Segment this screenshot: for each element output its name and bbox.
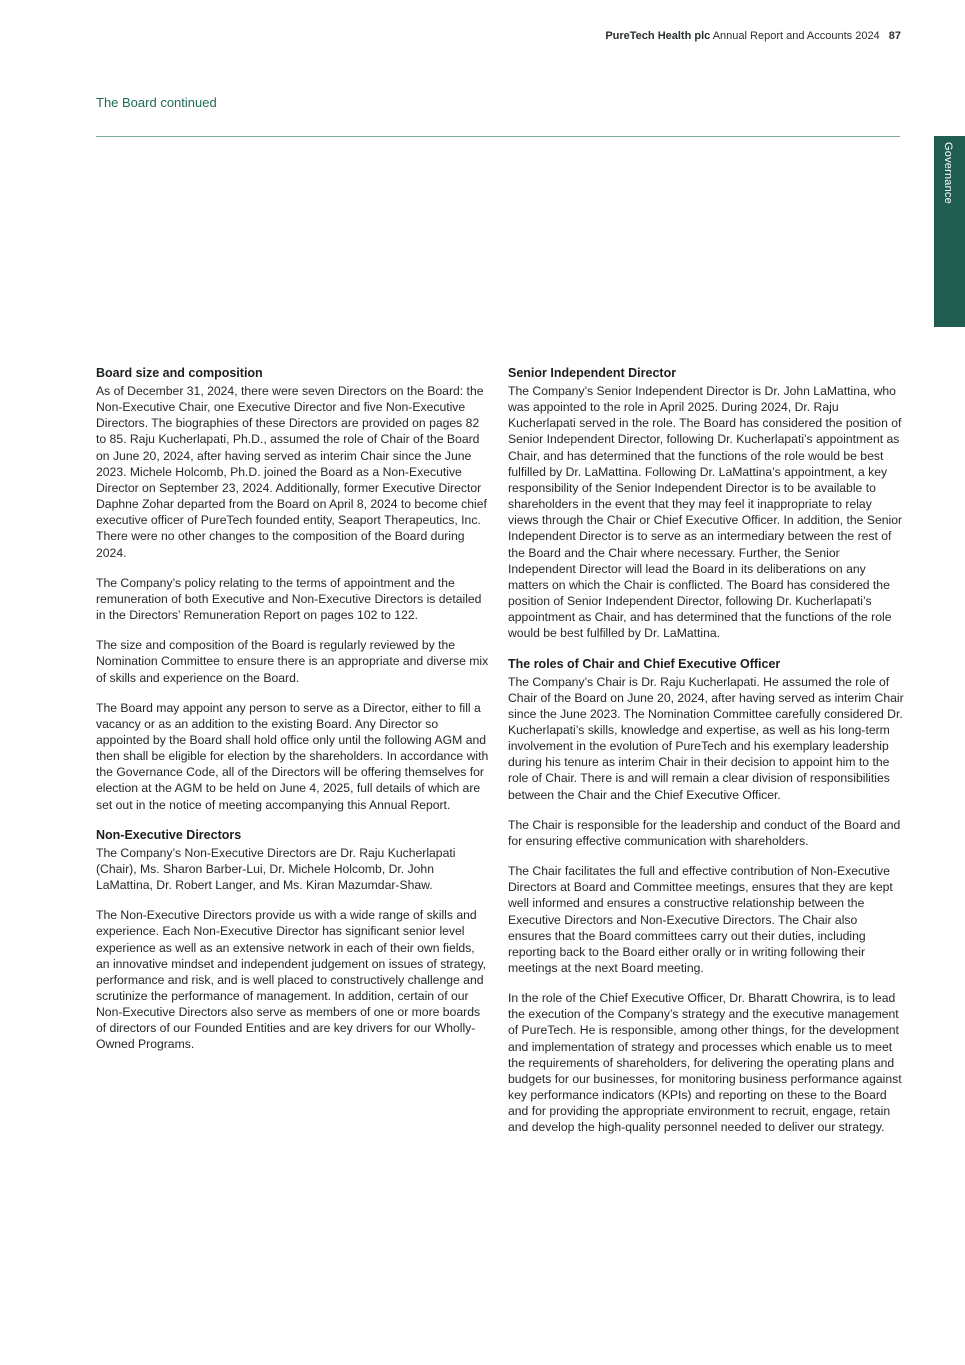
paragraph: The Company’s Senior Independent Director is Dr. John LaMattina, who was appointed to the role in April 2025. During 2024, Dr. Raju Kucherlapati served in the role. The Board has considered the position of Senior Independent Director, following Dr. Kucherlapati’s appointment as Chair, and has determined that the functions of the role would be best fulfilled by Dr. LaMattina. Following Dr. LaMattina’s appointment, a key responsibility of the Senior Independent Director is to be available to shareholders in the event that they may feel it inappropriate to relay views through the Chair or Chief Executive Officer. In addition, the Senior Independent Director is to serve as an intermediary between the rest of the Board and the Chair where necessary. Further, the Senior Independent Director will lead the Board in its deliberations on any matters on which the Chair is conflicted. The Board has considered the position of Senior Independent Director, following Dr. Kucherlapati’s appointment as Chair, and has determined that the functions of the role would be best fulfilled by Dr. LaMattina. [508,384,903,641]
company-name: PureTech Health plc [605,30,711,42]
paragraph: The Company’s policy relating to the terms of appointment and the remuneration of both Executive and Non-Executive Directors is detailed in the Directors’ Remuneration Report on pages 102 to 122. [96,575,482,623]
running-header [605,30,901,42]
heading-roles-chair-ceo: The roles of Chair and Chief Executive Officer [508,656,781,671]
paragraph: The Company’s Non-Executive Directors are Dr. Raju Kucherlapati (Chair), Ms. Sharon Barber-Lui, Dr. Michele Holcomb, Dr. John LaMattina, Dr. Robert Langer, and Ms. Kiran Mazumdar-Shaw. [96,845,456,893]
paragraph: The Non-Executive Directors provide us with a wide range of skills and experience. Each Non-Executive Director has significant senior level experience as well as an extensive network in each of their own fields, an innovative mindset and independent judgement on issues of strategy, performance and risk, and is well placed to constructively challenge and scrutinize the performance of management. In addition, certain of our Non-Executive Directors also serve as members of one or more boards of directors of our Founded Entities and are key drivers for our Wholly-Owned Programs. [96,908,487,1052]
side-tab-label: Governance [942,142,954,204]
governance-side-tab [934,136,965,327]
heading-non-executive-directors: Non-Executive Directors [96,827,242,842]
section-title: The Board continued [96,95,217,110]
report-title: Annual Report and Accounts 2024 [712,30,880,42]
paragraph: As of December 31, 2024, there were seven Directors on the Board: the Non-Executive Chair, one Executive Director and five Non-Executive Directors. The biographies of these Directors are provided on pages 82 to 85. Raju Kucherlapati, Ph.D., assumed the role of Chair of the Board on June 20, 2024, after having served as interim Chair since the June 2023. Michele Holcomb, Ph.D. joined the Board as a Non-Executive Director on September 23, 2024. Additionally, former Executive Director Daphne Zohar departed from the Board on April 8, 2024 to become chief executive officer of PureTech founded entity, Seaport Therapeutics, Inc. There were no other changes to the composition of the Board during 2024. [96,384,487,560]
paragraph: The Board may appoint any person to serve as a Director, either to fill a vacancy or as an addition to the existing Board. Any Director so appointed by the Board shall hold office only until the following AGM and then shall be eligible for election by the shareholders. In accordance with the Governance Code, all of the Directors will be offering themselves for election at the AGM to be held on June 4, 2025, full details of which are set out in the notice of meeting accompanying this Annual Report. [96,700,489,812]
paragraph: The size and composition of the Board is regularly reviewed by the Nomination Committee to ensure there is an appropriate and diverse mix of skills and experience on the Board. [96,638,489,685]
heading-board-size: Board size and composition [96,366,263,380]
paragraph: In the role of the Chief Executive Officer, Dr. Bharatt Chowrira, is to lead the execution of the Company’s strategy and the executive management of PureTech. He is responsible, among other things, for the development and implementation of strategy and processes which enable us to meet the requirements of shareholders, for delivering the operating plans and budgets for our businesses, for monitoring business performance against key performance indicators (KPIs) and reporting on these to the Board and for providing the appropriate environment to recruit, engage, retain and develop the high-quality personnel needed to deliver our strategy. [508,991,902,1135]
paragraph: The Chair is responsible for the leadership and conduct of the Board and for ensuring effective communication with shareholders. [508,817,901,848]
right-column [508,365,904,1136]
paragraph: The Chair facilitates the full and effective contribution of Non-Executive Directors at Board and Committee meetings, ensures that they are kept well informed and ensures a constructive relationship between the Executive Directors and Non-Executive Directors. The Chair also ensures that the Board committees carry out their duties, including reporting back to the Board either orally or in writing following their meetings at the next Board meeting. [508,864,893,975]
page-number: 87 [888,30,901,42]
header-divider [96,136,900,137]
left-column [96,365,491,1053]
heading-senior-independent-director: Senior Independent Director [508,366,677,380]
paragraph: The Company’s Chair is Dr. Raju Kucherlapati. He assumed the role of Chair of the Board on June 20, 2024, after having served as interim Chair since the June 2023. The Nomination Committee carefully considered Dr. Kucherlapati’s skills, knowledge and expertise, as well as his long-term involvement in the evolution of PureTech and his exemplary leadership during his tenure as interim Chair in their decision to appoint him to the role of Chair. There is and will remain a clear division of responsibilities between the Chair and the Chief Executive Officer. [508,674,904,802]
